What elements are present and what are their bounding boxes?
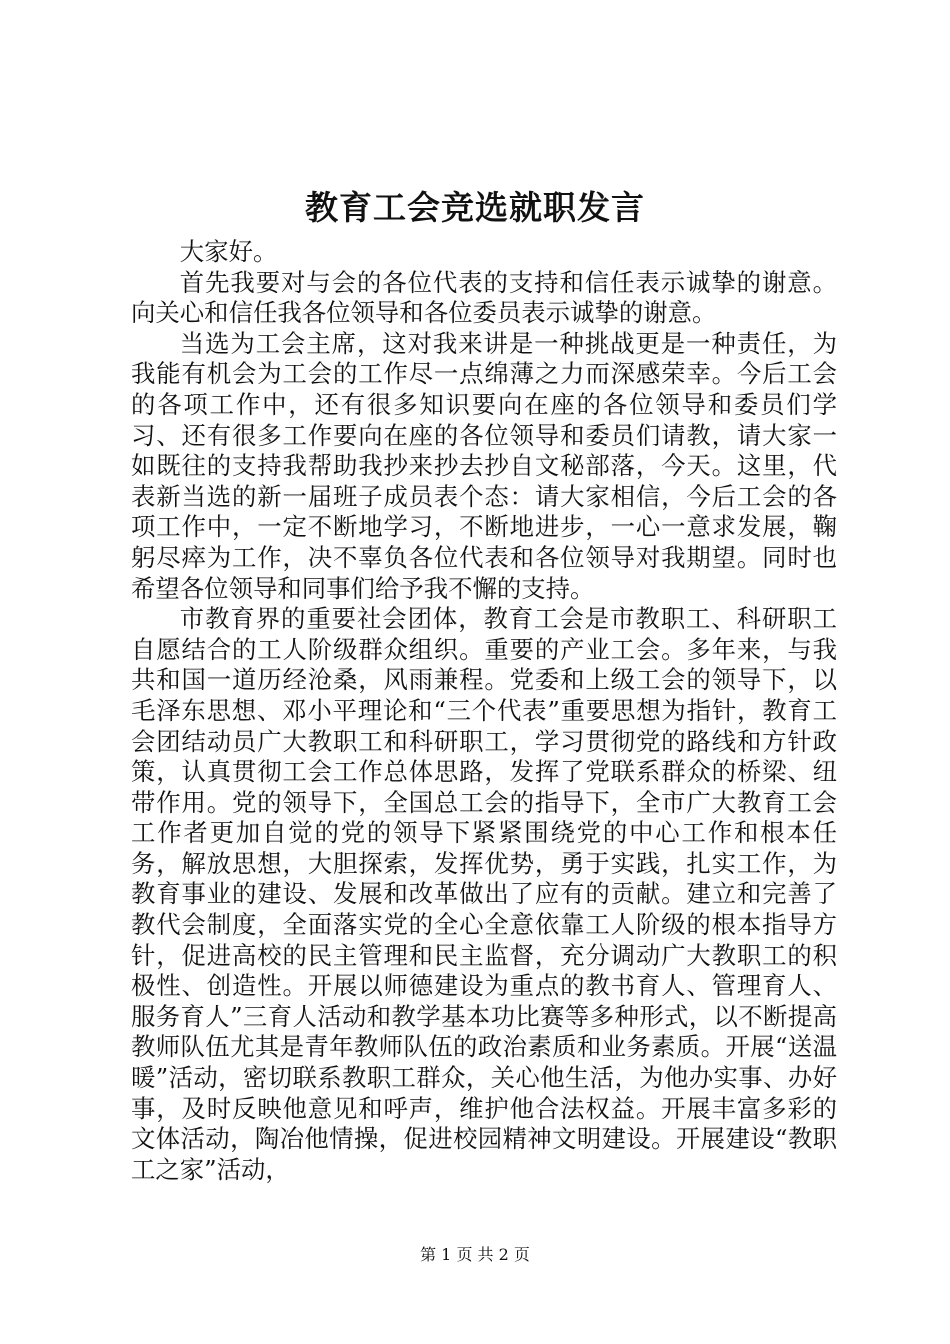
document-body (131, 237, 837, 1185)
paragraph-commitment: 当选为工会主席，这对我来讲是一种挑战更是一种责任，为我能有机会为工会的工作尽一点绵薄之力而深感荣幸。今后工会的各项工作中，还有很多知识要向在座的各位领导和委员们学习、还有很多工作要向在座的各位领导和委员们请教，请大家一如既往的支持我帮助我抄来抄去抄自文秘部落，今天。这里，代表新当选的新一届班子成员表个态：请大家相信，今后工会的各项工作中，一定不断地学习，不断地进步，一心一意求发展，鞠躬尽瘁为工作，决不辜负各位代表和各位领导对我期望。同时也希望各位领导和同事们给予我不懈的支持。 (131, 328, 837, 603)
paragraph-union-history: 市教育界的重要社会团体，教育工会是市教职工、科研职工自愿结合的工人阶级群众组织。重要的产业工会。多年来，与我共和国一道历经沧桑，风雨兼程。党委和上级工会的领导下，以毛泽东思想、邓小平理论和“三个代表”重要思想为指针，教育工会团结动员广大教职工和科研职工，学习贯彻党的路线和方针政策，认真贯彻工会工作总体思路，发挥了党联系群众的桥梁、纽带作用。党的领导下，全国总工会的指导下，全市广大教育工会工作者更加自觉的党的领导下紧紧围绕党的中心工作和根本任务，解放思想，大胆探索，发挥优势，勇于实践，扎实工作，为教育事业的建设、发展和改革做出了应有的贡献。建立和完善了教代会制度，全面落实党的全心全意依靠工人阶级的根本指导方针，促进高校的民主管理和民主监督，充分调动广大教职工的积极性、创造性。开展以师德建设为重点的教书育人、管理育人、服务育人”三育人活动和教学基本功比赛等多种形式，以不断提高教师队伍尤其是青年教师队伍的政治素质和业务素质。开展“送温暖”活动，密切联系教职工群众，关心他生活，为他办实事、办好事，及时反映他意见和呼声，维护他合法权益。开展丰富多彩的文体活动，陶冶他情操，促进校园精神文明建设。开展建设“教职工之家”活动， (131, 604, 837, 1184)
page-footer: 第 1 页 共 2 页 (420, 1245, 530, 1264)
paragraph-greeting: 大家好。 (179, 237, 278, 266)
paragraph-thanks: 首先我要对与会的各位代表的支持和信任表示诚挚的谢意。向关心和信任我各位领导和各位委员表示诚挚的谢意。 (131, 267, 837, 328)
document-title: 教育工会竞选就职发言 (305, 188, 645, 227)
